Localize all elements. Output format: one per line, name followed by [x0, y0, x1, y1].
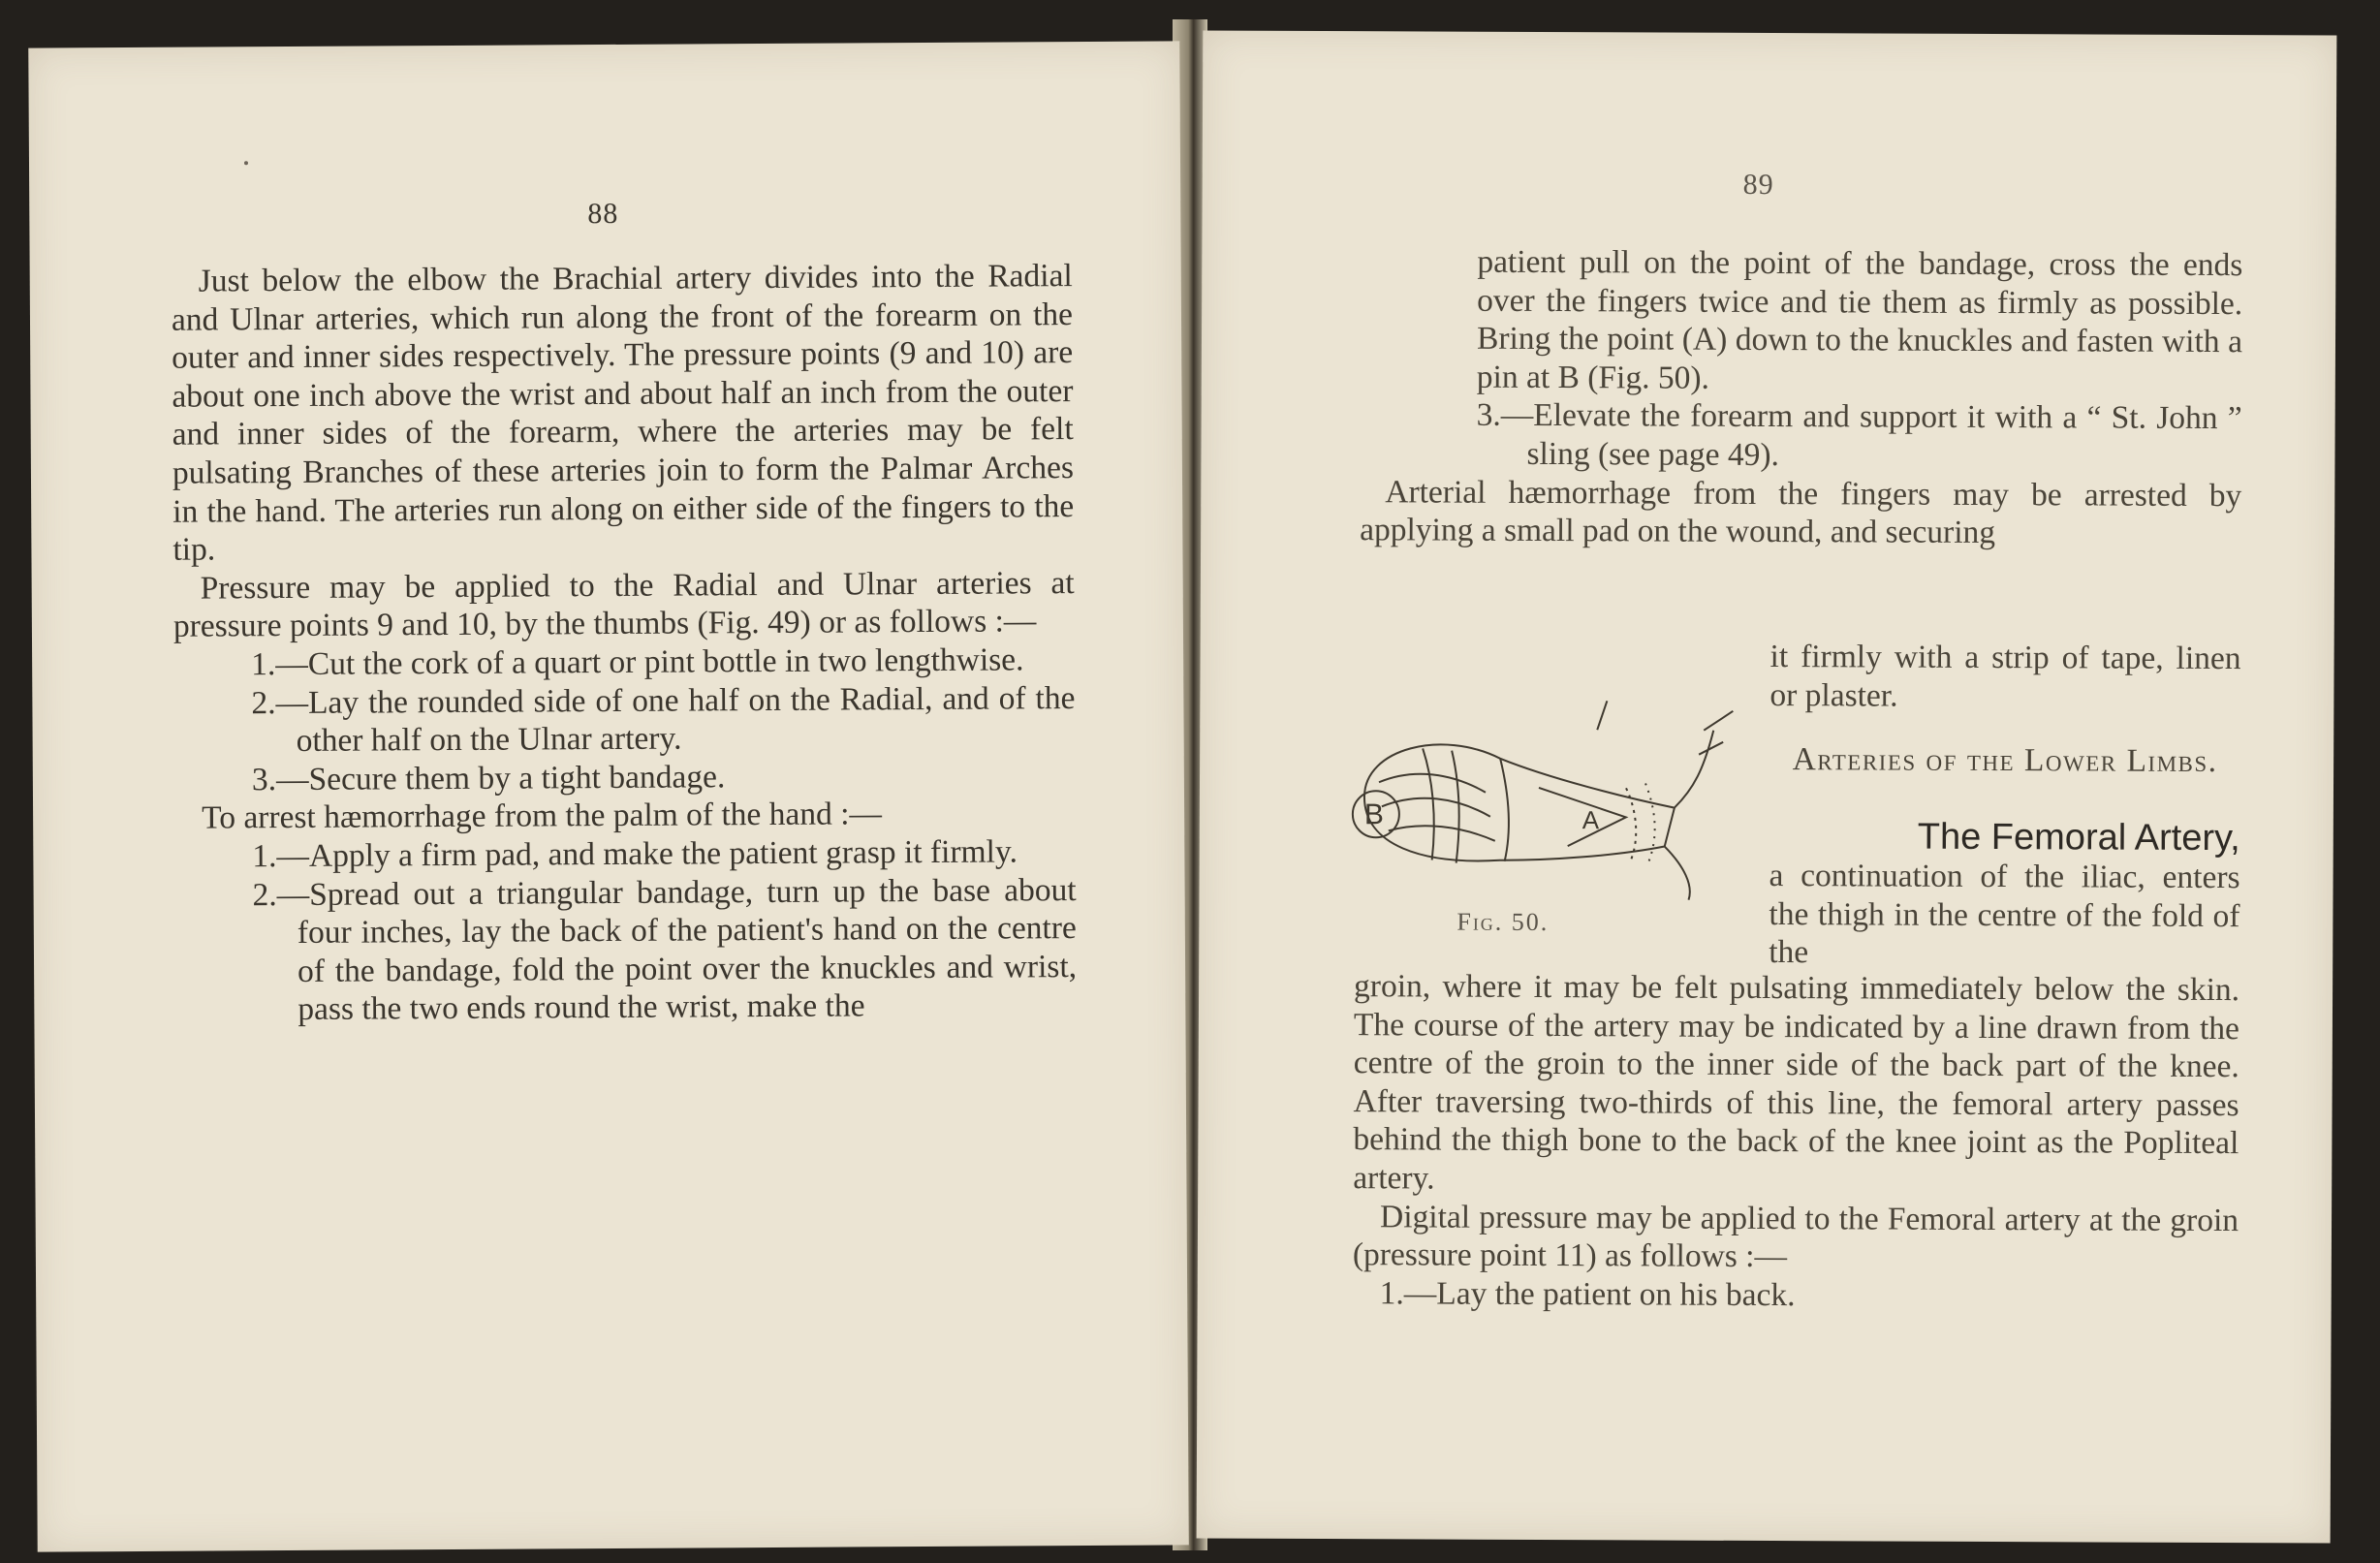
- list-item-lay-patient: 1.—Lay the patient on his back.: [1379, 1275, 1796, 1313]
- paragraph-patient-pull: patient pull on the point of the bandage, cross the ends over the fingers twice and tie them as firmly as possible. Bring the point (A) down to the knuckles and fasten with a pin at B (Fig. 50).: [1476, 243, 2243, 396]
- page-speck: [244, 161, 248, 165]
- paragraph-pressure: Pressure may be applied to the Radial and Ulnar arteries at pressure points 9 and 10, by the thumbs (Fig. 49) or as follows :—: [172, 564, 1075, 645]
- paragraph-femoral-intro: a continuation of the iliac, enters the thigh in the centre of the fold of the: [1769, 858, 2240, 971]
- paragraph-groin: groin, where it may be felt pulsating immediately below the skin. The course of the artery may be indicated by a line drawn from the centre of the groin to the inner side of the back part of the knee. After traversing two-thirds of this line, the femoral artery passes behind the thigh bone to the back of the knee joint as the Popliteal artery.: [1353, 968, 2240, 1197]
- list-item-secure-bandage: 3.—Secure them by a tight bandage.: [251, 758, 726, 797]
- section-heading-lower-limbs: Arteries of the Lower Limbs.: [1792, 741, 2218, 780]
- list-item-apply-pad: 1.—Apply a firm pad, and make the patient grasp it firmly.: [252, 833, 1018, 875]
- figure-caption: Fig. 50.: [1456, 907, 1550, 937]
- right-page: [1197, 30, 2337, 1543]
- paragraph-palm: To arrest hæmorrhage from the palm of the hand :—: [202, 796, 883, 836]
- left-page: [28, 41, 1188, 1551]
- paragraph-brachial: Just below the elbow the Brachial artery divides into the Radial and Ulnar arteries, which run along the front of the forearm on the outer and inner sides respectively. The pressure points (9 and 10) are about one inch above the wrist and about half an inch from the outer and inner sides of the forearm, where the arteries may be felt pulsating Branches of these arteries join to form the Palmar Arches in the hand. The arteries run along on either side of the fingers to the tip.: [171, 258, 1075, 568]
- heading-femoral-artery: The Femoral Artery,: [1917, 816, 2240, 860]
- list-item-elevate-forearm: 3.—Elevate the forearm and support it with a “ St. John ” sling (see page 49).: [1476, 397, 2242, 474]
- figure-label-a: A: [1581, 805, 1600, 835]
- paragraph-digital-pressure: Digital pressure may be applied to the Femoral artery at the groin (pressure point 11) as follows :—: [1352, 1198, 2239, 1275]
- right-page-bottom-text: [1353, 967, 2240, 1316]
- paragraph-strip-of-tape: it firmly with a strip of tape, linen or plaster.: [1769, 639, 2241, 714]
- paragraph-arterial-fingers: Arterial hæmorrhage from the fingers may be arrested by applying a small pad on the wound, and securing: [1360, 473, 2242, 551]
- list-item-cut-cork: 1.—Cut the cork of a quart or pint bottle in two lengthwise.: [251, 641, 1024, 683]
- list-item-triangular-bandage: 2.—Spread out a triangular bandage, turn up the base about four inches, lay the back of the patient's hand on the centre of the bandage, fold the point over the knuckles and wrist, pass the two ends round the wrist, make the: [252, 871, 1078, 1028]
- hand-bandage-illustration: [1305, 690, 1762, 905]
- right-page-number: 89: [1742, 168, 1774, 202]
- list-item-lay-rounded-side: 2.—Lay the rounded side of one half on the Radial, and of the other half on the Ulnar artery.: [251, 679, 1076, 760]
- left-page-body: [172, 257, 1078, 1030]
- left-page-number: 88: [587, 197, 619, 231]
- right-page-top-text: [1360, 243, 2243, 553]
- figure-label-b: B: [1363, 798, 1384, 831]
